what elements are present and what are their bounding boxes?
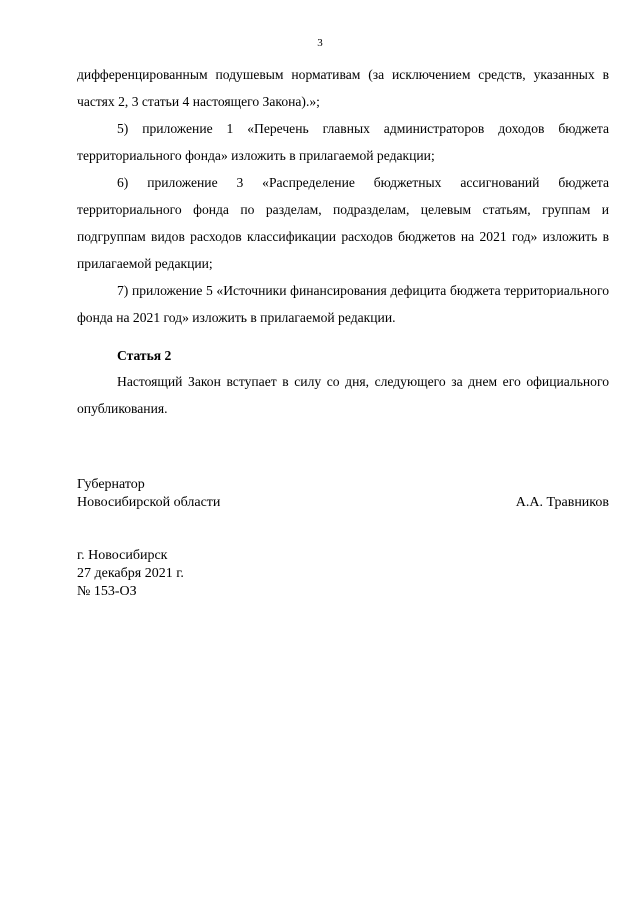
signing-city: г. Новосибирск [77, 548, 168, 563]
signer-name: А.А. Травников [515, 495, 609, 510]
article-body [77, 368, 609, 422]
paragraph-item-5: 5) приложение 1 «Перечень главных администраторов доходов бюджета территориального фонда» изложить в прилагаемой редакции; [77, 121, 609, 163]
paragraph-continuation: дифференцированным подушевым нормативам (за исключением средств, указанных в частях 2, 3 статьи 4 настоящего Закона).»; [77, 67, 609, 109]
signer-position-line2: Новосибирской области [77, 495, 221, 510]
paragraph-item-6: 6) приложение 3 «Распределение бюджетных ассигнований бюджета территориального фонда по разделам, подразделам, целевым статьям, группам и подгруппам видов расходов классификации расходов бюджетов на 2021 год» изложить в прилагаемой редакции; [77, 175, 609, 271]
article-title: Статья 2 [117, 348, 172, 363]
paragraph-item-7: 7) приложение 5 «Источники финансирования дефицита бюджета территориального фонда на 2021 год» изложить в прилагаемой редакции. [77, 283, 609, 325]
signing-date: 27 декабря 2021 г. [77, 566, 184, 581]
signer-position-line1: Губернатор [77, 477, 145, 492]
law-amendments-text [77, 61, 609, 331]
article-paragraph: Настоящий Закон вступает в силу со дня, следующего за днем его официального опубликования. [77, 374, 609, 416]
place-date-block [77, 547, 184, 601]
law-number: № 153-ОЗ [77, 584, 137, 599]
page-number: 3 [317, 37, 323, 49]
signature-block [77, 476, 609, 512]
